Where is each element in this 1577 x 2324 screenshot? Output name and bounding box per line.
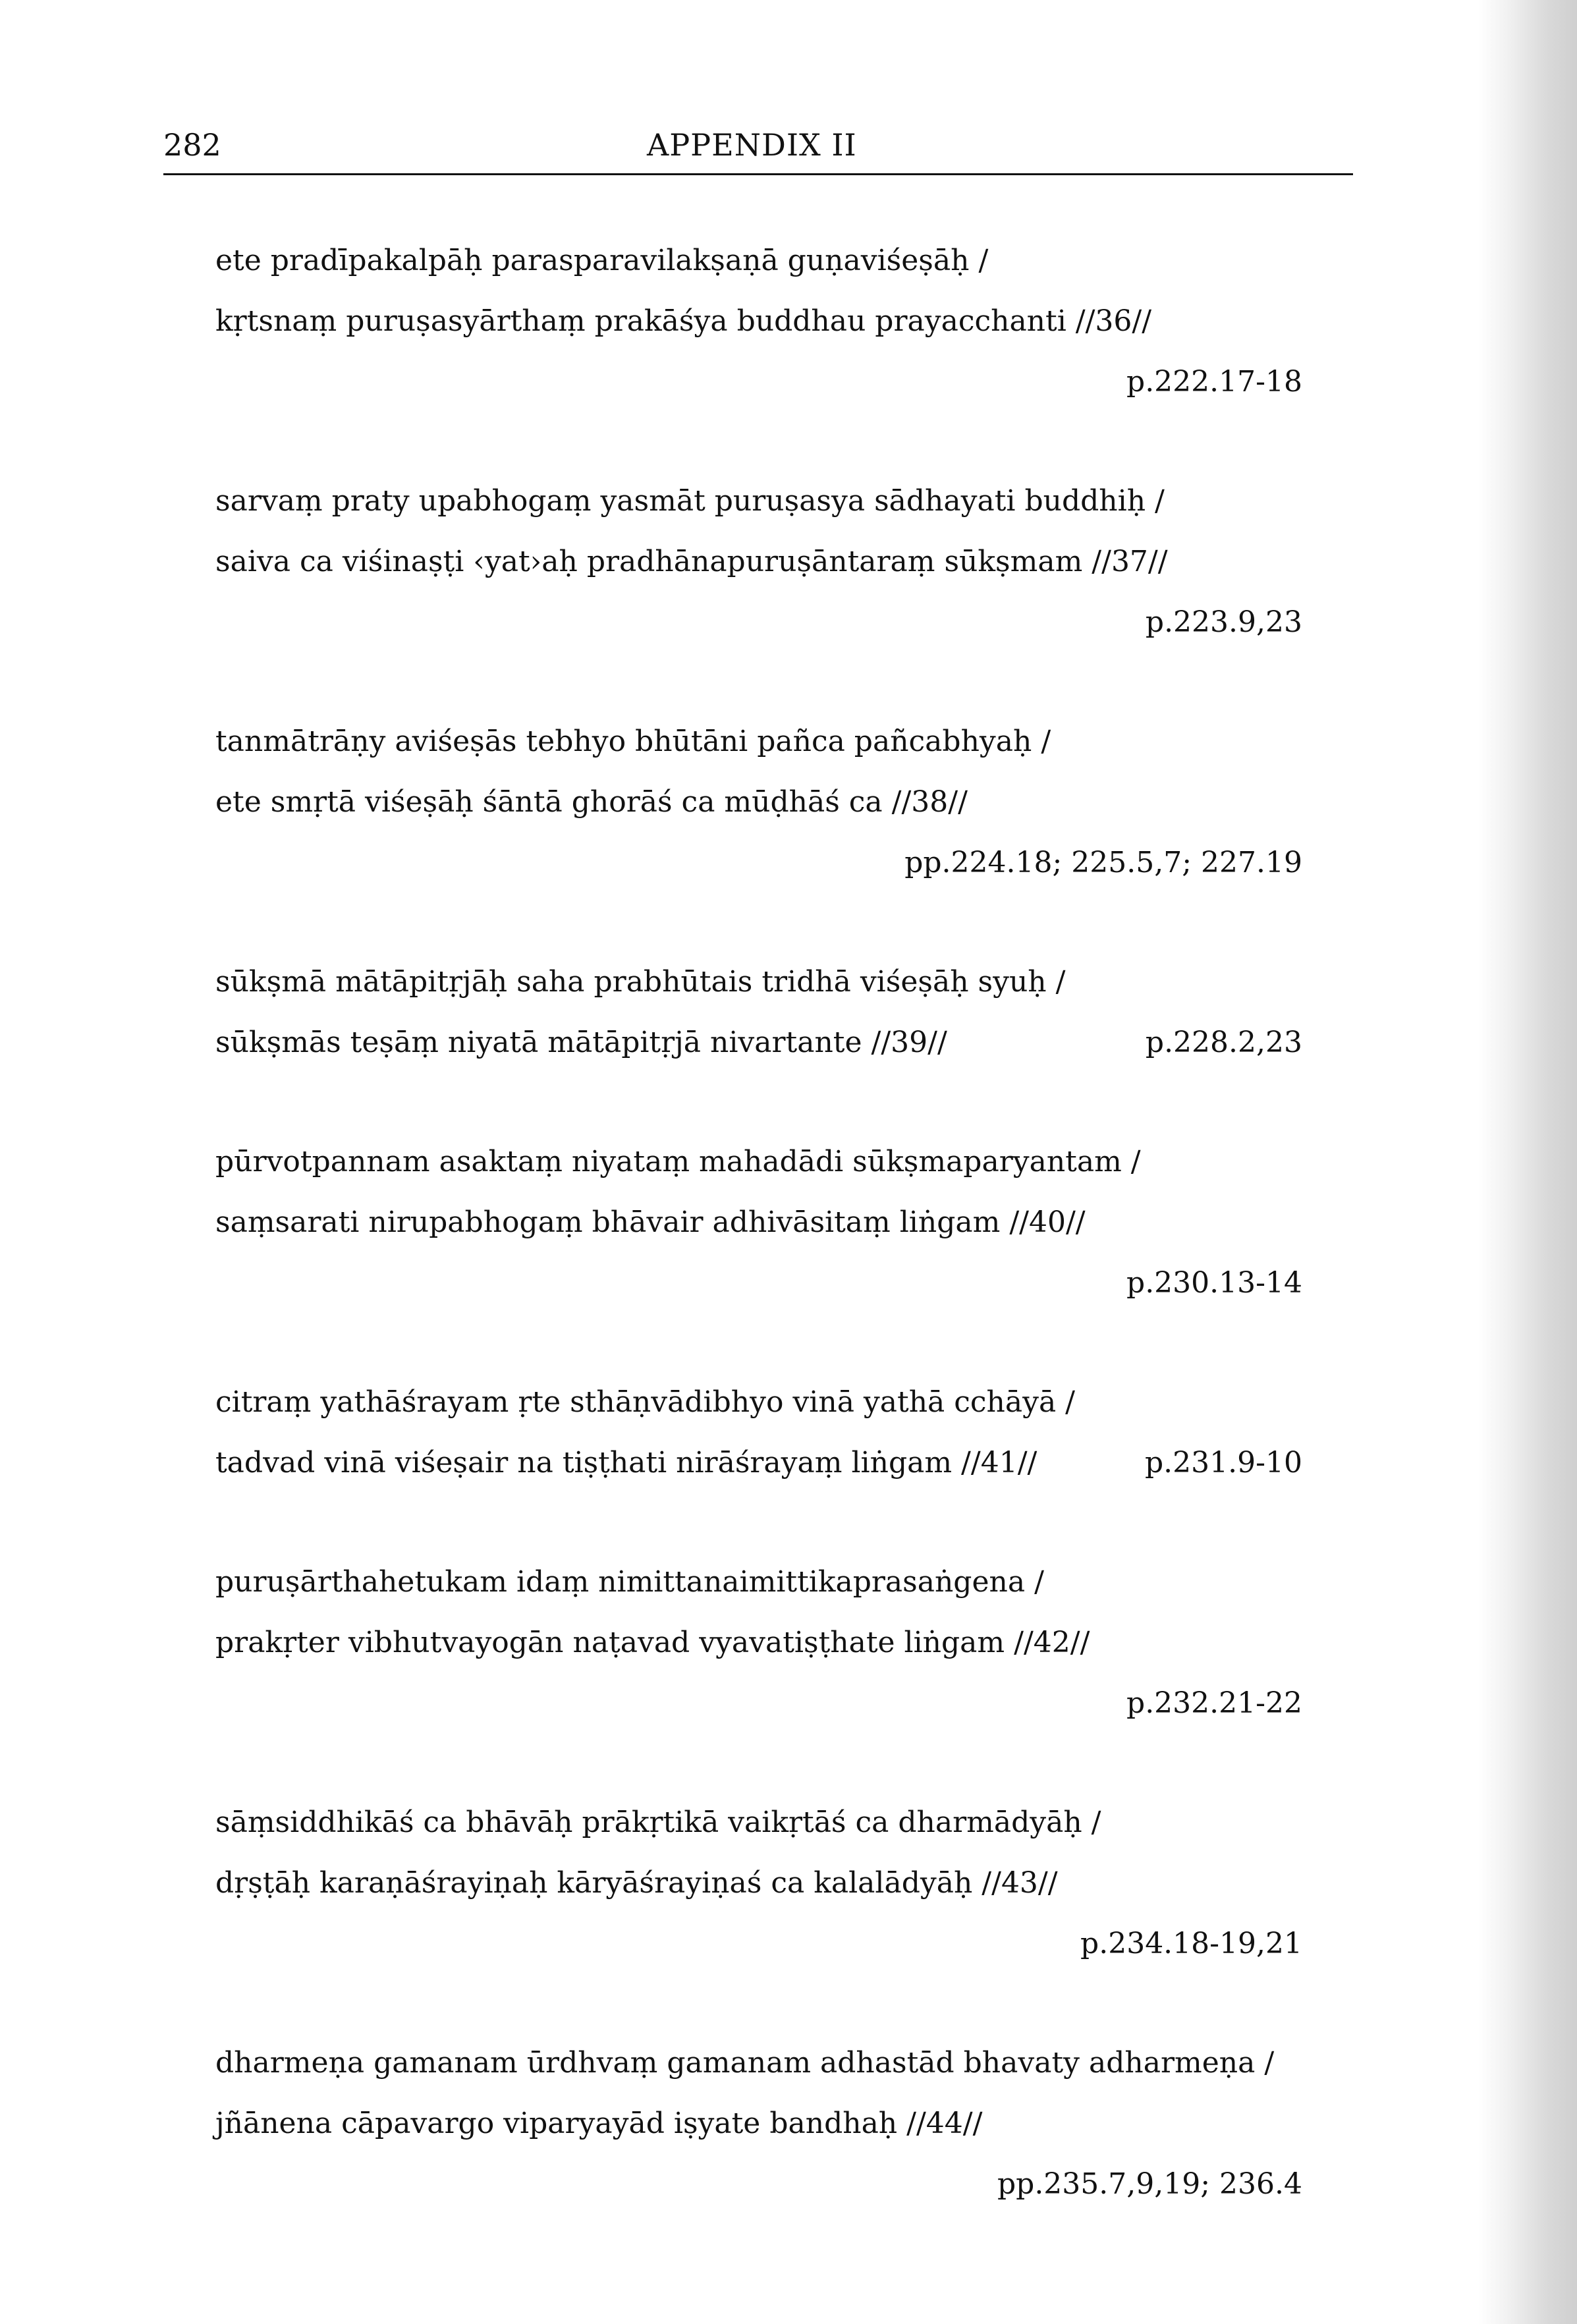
- verse-line: ete pradīpakalpāḥ parasparavilakṣaṇā guṇaviśeṣāḥ /: [215, 244, 989, 277]
- verse-line: saṃsarati nirupabhogaṃ bhāvair adhivāsitaṃ liṅgam //40//: [215, 1205, 1086, 1239]
- verse-line: ete smṛtā viśeṣāḥ śāntā ghorāś ca mūḍhāś ca //38//: [215, 785, 968, 819]
- verse-reference: p.234.18-19,21: [1080, 1927, 1302, 1960]
- verse-reference: p.231.9-10: [1145, 1446, 1302, 1480]
- verse-reference: p.230.13-14: [1126, 1266, 1302, 1300]
- verse-line: saiva ca viśinaṣṭi ‹yat›aḥ pradhānapuruṣāntaraṃ sūkṣmam //37//: [215, 545, 1168, 578]
- verse-line: sūkṣmā mātāpitṛjāḥ saha prabhūtais tridhā viśeṣāḥ syuḥ /: [215, 965, 1066, 999]
- verse-36: [215, 231, 1302, 412]
- verse-37: [215, 471, 1302, 653]
- verse-line: pūrvotpannam asaktaṃ niyataṃ mahadādi sūkṣmaparyantam /: [215, 1145, 1141, 1178]
- verse-reference: p.222.17-18: [1126, 365, 1302, 399]
- verse-line-with-reference: [215, 1433, 1302, 1493]
- verse-reference: pp.224.18; 225.5,7; 227.19: [904, 846, 1302, 879]
- verse-38: [215, 711, 1302, 893]
- header-rule: [163, 173, 1353, 175]
- verse-line: sāṃsiddhikāś ca bhāvāḥ prākṛtikā vaikṛtāś ca dharmādyāḥ /: [215, 1806, 1101, 1839]
- verse-40: [215, 1132, 1302, 1314]
- verse-41: [215, 1372, 1302, 1493]
- verse-line: sūkṣmās teṣāṃ niyatā mātāpitṛjā nivartante //39//: [215, 1026, 947, 1059]
- verse-line: prakṛter vibhutvayogān naṭavad vyavatiṣṭhate liṅgam //42//: [215, 1626, 1090, 1659]
- verse-39: [215, 952, 1302, 1073]
- verse-reference: p.223.9,23: [1145, 605, 1302, 639]
- verse-line: tadvad vinā viśeṣair na tiṣṭhati nirāśrayaṃ liṅgam //41//: [215, 1446, 1038, 1480]
- verse-line-with-reference: [215, 1012, 1302, 1073]
- running-title: APPENDIX II: [647, 127, 857, 163]
- verse-line: dharmeṇa gamanam ūrdhvaṃ gamanam adhastād bhavaty adharmeṇa /: [215, 2046, 1275, 2080]
- verse-42: [215, 1552, 1302, 1734]
- verse-43: [215, 1792, 1302, 1974]
- verse-line: dṛṣṭāḥ karaṇāśrayiṇaḥ kāryāśrayiṇaś ca kalalādyāḥ //43//: [215, 1866, 1058, 1900]
- scan-edge-shadow: [1478, 0, 1577, 2324]
- verse-line: kṛtsnaṃ puruṣasyārthaṃ prakāśya buddhau prayacchanti //36//: [215, 304, 1152, 338]
- verse-line: tanmātrāṇy aviśeṣās tebhyo bhūtāni pañca pañcabhyaḥ /: [215, 725, 1051, 758]
- page-header: [163, 125, 1353, 178]
- page-number: 282: [163, 127, 221, 163]
- verse-line: puruṣārthahetukam idaṃ nimittanaimittikaprasaṅgena /: [215, 1565, 1044, 1599]
- verse-reference: p.232.21-22: [1126, 1686, 1302, 1720]
- verse-line: sarvaṃ praty upabhogaṃ yasmāt puruṣasya sādhayati buddhiḥ /: [215, 484, 1165, 518]
- verse-list: [215, 231, 1302, 2215]
- verse-44: [215, 2033, 1302, 2215]
- verse-reference: pp.235.7,9,19; 236.4: [997, 2167, 1302, 2201]
- verse-reference: p.228.2,23: [1145, 1026, 1302, 1059]
- verse-line: citraṃ yathāśrayam ṛte sthāṇvādibhyo vinā yathā cchāyā /: [215, 1385, 1076, 1419]
- verse-line: jñānena cāpavargo viparyayād iṣyate bandhaḥ //44//: [215, 2107, 983, 2140]
